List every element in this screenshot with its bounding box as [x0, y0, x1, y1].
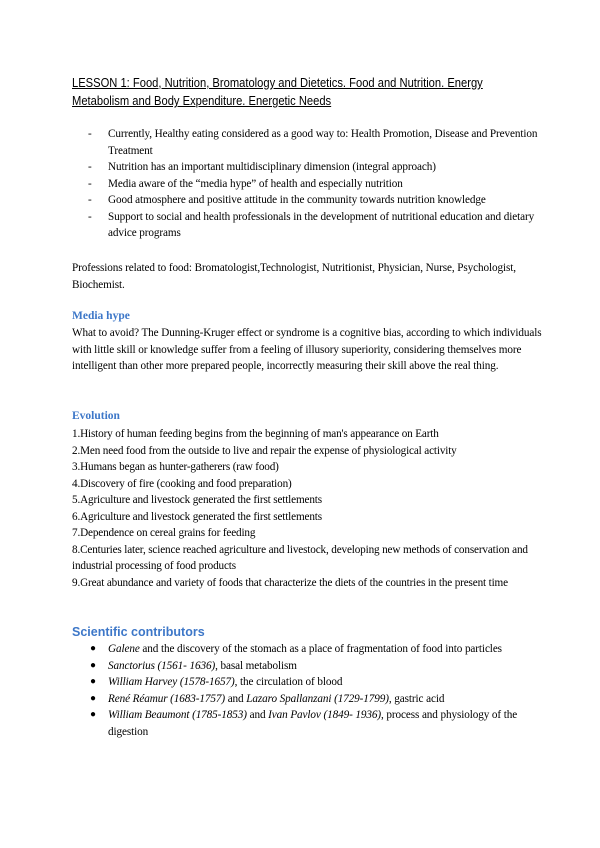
- list-item: 7.Dependence on cereal grains for feeding: [72, 527, 256, 539]
- list-item: ● William Beaumont (1785-1853) and Ivan Pavlov (1849- 1936), process and physiology of the digestion: [90, 709, 518, 738]
- list-item: 3.Humans began as hunter-gatherers (raw food): [72, 461, 279, 473]
- list-item: 6.Agriculture and livestock generated the first settlements: [72, 510, 322, 523]
- list-item: 4.Discovery of fire (cooking and food preparation): [72, 477, 292, 490]
- bullet-marker: ●: [90, 692, 96, 704]
- list-item: ● William Harvey (1578-1657), the circulation of blood: [90, 674, 530, 691]
- list-item: 5.Agriculture and livestock generated the first settlements: [72, 494, 322, 506]
- list-item: - Media aware of the “media hype” of health and especially nutrition: [88, 176, 538, 193]
- list-item: - Currently, Healthy eating considered as a good way to: Health Promotion, Disease and Prevention Treatment: [88, 128, 538, 157]
- bullet-marker: ●: [90, 676, 96, 687]
- list-item: ● Sanctorius (1561- 1636), basal metabolism: [90, 658, 530, 675]
- media-hype-heading: Media hype: [72, 310, 130, 322]
- list-item: ● Galene and the discovery of the stomach as a place of fragmentation of food into particles: [90, 641, 530, 658]
- dash-marker: -: [88, 194, 92, 206]
- dash-marker: -: [88, 210, 92, 223]
- professions-paragraph: Professions related to food: Bromatologist,Technologist, Nutritionist, Physician, Nurse, Psychologist, Biochemist.: [72, 262, 516, 291]
- bullet-marker: ●: [90, 643, 96, 654]
- bullet-marker: ●: [90, 659, 96, 671]
- contributors-list: [90, 641, 530, 740]
- evolution-heading: Evolution: [72, 410, 120, 422]
- list-item: - Support to social and health professionals in the development of nutritional education and dietary advice programs: [88, 210, 535, 239]
- list-item: 8.Centuries later, science reached agriculture and livestock, developing new methods of conservation and industrial processing of food products: [72, 543, 528, 572]
- lesson-title: LESSON 1: Food, Nutrition, Bromatology and Dietetics. Food and Nutrition. Energy Metabolism and Body Expenditure. Energetic Needs: [72, 75, 483, 108]
- intro-list: [88, 126, 538, 242]
- dash-marker: -: [88, 161, 92, 173]
- list-item: - Good atmosphere and positive attitude in the community towards nutrition knowledge: [88, 192, 538, 209]
- list-item: - Nutrition has an important multidisciplinary dimension (integral approach): [88, 159, 538, 176]
- list-item: ● René Réamur (1683-1757) and Lazaro Spallanzani (1729-1799), gastric acid: [90, 691, 530, 708]
- dash-marker: -: [88, 128, 92, 140]
- dash-marker: -: [88, 177, 92, 190]
- list-item: 9.Great abundance and variety of foods that characterize the diets of the countries in the present time: [72, 576, 508, 589]
- evolution-list: [72, 426, 542, 591]
- bullet-marker: ●: [90, 709, 96, 720]
- list-item: 2.Men need food from the outside to live and repair the expense of physiological activity: [72, 444, 457, 457]
- list-item: 1.History of human feeding begins from the beginning of man's appearance on Earth: [72, 428, 439, 440]
- contributors-heading: Scientific contributors: [72, 625, 205, 639]
- media-hype-paragraph: What to avoid? The Dunning-Kruger effect or syndrome is a cognitive bias, according to which individuals with little skill or knowledge suffer from a feeling of illusory superiority, considering themselves more intelligent than other more prepared people, incorrectly measuring their skill above the real thing.: [72, 327, 542, 372]
